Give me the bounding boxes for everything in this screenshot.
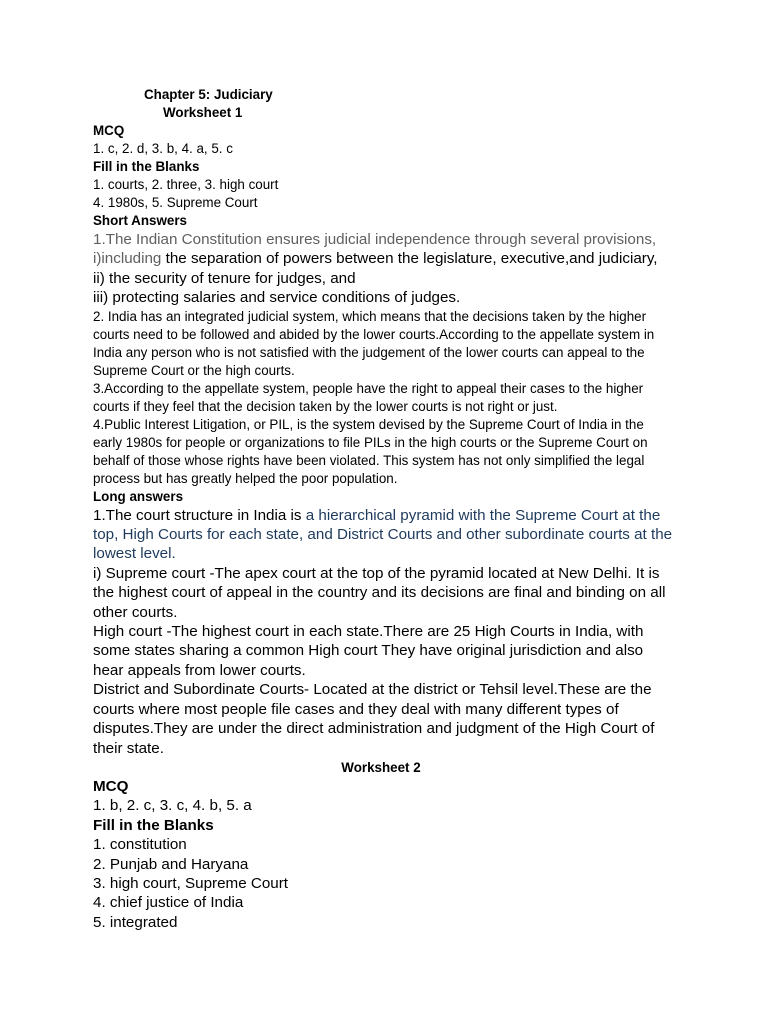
short-answer-1-line-4: iii) protecting salaries and service conditions of judges.	[93, 289, 461, 307]
short-answer-1-line-3: ii) the security of tenure for judges, and	[93, 269, 356, 287]
ws2-mcq-heading: MCQ	[93, 777, 129, 795]
short-answer-4: 4.Public Interest Litigation, or PIL, is the system devised by the Supreme Court of India in the early 1980s for people or organizations to file PILs in the high courts or the Supreme Court on behalf of those whose rights have been violated. This system has not only simplified the legal process but has greatly helped the poor population.	[93, 416, 648, 486]
ws1-fill-line-2: 4. 1980s, 5. Supreme Court	[93, 195, 258, 210]
short-answer-1-line-1: 1.The Indian Constitution ensures judicial independence through several provisions,	[93, 231, 657, 248]
ws2-fill-item-2: 2. Punjab and Haryana	[93, 855, 249, 873]
long-answer-supreme-court: i) Supreme court -The apex court at the top of the pyramid located at New Delhi. It is the highest court of appeal in the country and its decisions are final and binding on all other courts.	[93, 564, 666, 621]
ws1-long-heading: Long answers	[93, 488, 184, 504]
short-answer-1-line-2	[93, 249, 673, 268]
worksheet2-title: Worksheet 2	[341, 759, 421, 775]
ws2-fill-item-4: 4. chief justice of India	[93, 894, 244, 912]
ws1-mcq-heading: MCQ	[93, 123, 125, 138]
ws2-fill-item-5: 5. integrated	[93, 913, 178, 931]
document-body	[93, 86, 673, 932]
short-answer-3: 3.According to the appellate system, people have the right to appeal their cases to the higher courts if they feel that the decision taken by the lower courts is not right or just.	[93, 380, 644, 414]
ws1-fill-line-1: 1. courts, 2. three, 3. high court	[93, 177, 279, 192]
worksheet1-title: Worksheet 1	[163, 105, 243, 120]
ws1-mcq-answers: 1. c, 2. d, 3. b, 4. a, 5. c	[93, 141, 233, 156]
long-answer-district-courts: District and Subordinate Courts- Located at the district or Tehsil level.These are the courts where most people file cases and they deal with many different types of disputes.They are under the direct administration and judgment of the High Court of their state.	[93, 681, 655, 757]
ws2-fill-item-1: 1. constitution	[93, 836, 187, 854]
ws2-fill-heading: Fill in the Blanks	[93, 816, 214, 834]
long-answer-1-start: 1.The court structure in India is	[93, 506, 306, 524]
short-answer-2: 2. India has an integrated judicial system, which means that the decisions taken by the higher courts need to be followed and abided by the lower courts.According to the appellate system in India any person who is not satisfied with the judgement of the lower courts can appeal to the Supreme Court or the high courts.	[93, 308, 655, 378]
short-answer-1-grey-part: i)including	[93, 250, 162, 268]
long-answer-1	[93, 506, 673, 564]
ws1-short-heading: Short Answers	[93, 213, 188, 228]
ws2-fill-item-3: 3. high court, Supreme Court	[93, 874, 289, 892]
ws1-fill-heading: Fill in the Blanks	[93, 159, 200, 174]
long-answer-1-highlight: a hierarchical pyramid with the Supreme Court at the top, High Courts for each state, and District Courts and other subordinate courts at the lowest level.	[93, 506, 673, 563]
short-answer-1-rest: the separation of powers between the legislature, executive,and judiciary,	[161, 250, 658, 268]
long-answer-high-court: High court -The highest court in each state.There are 25 High Courts in India, with some states sharing a common High court They have original jurisdiction and also hear appeals from lower courts.	[93, 623, 644, 679]
chapter-title: Chapter 5: Judiciary	[144, 87, 273, 102]
ws2-mcq-answers: 1. b, 2. c, 3. c, 4. b, 5. a	[93, 797, 252, 815]
